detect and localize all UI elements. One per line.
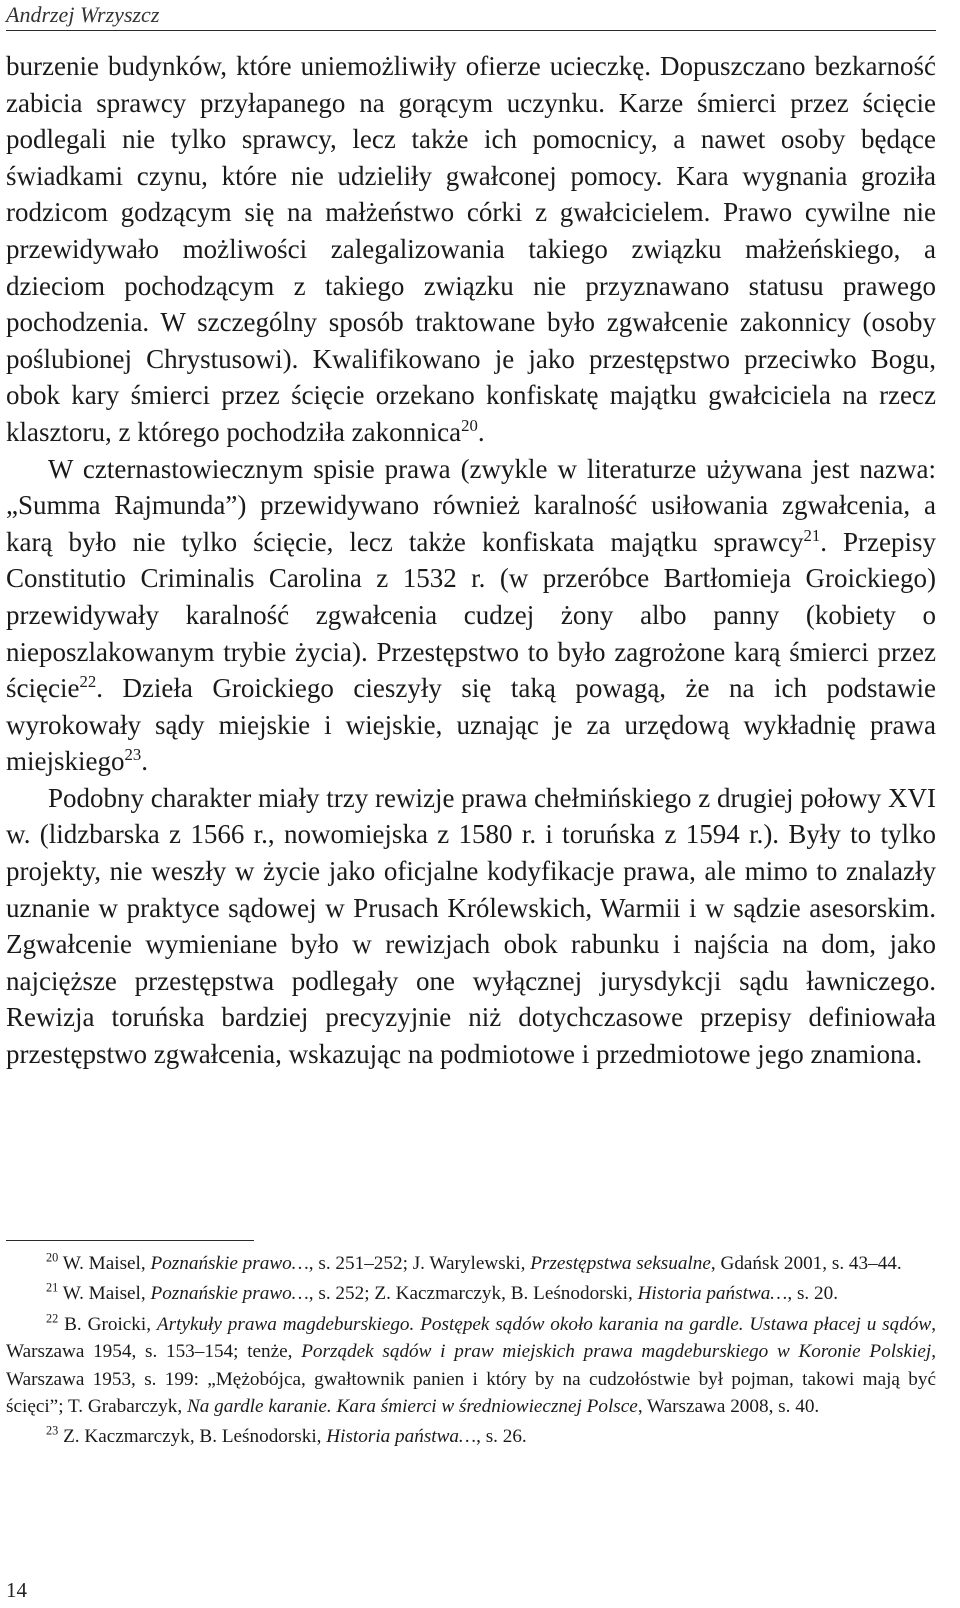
body-paragraph	[6, 780, 936, 1073]
footnote-reference: 22	[79, 672, 97, 692]
text-run: . Przepisy Constitutio Criminalis Carolina z 1532 r. (w przeróbce Bartłomieja Groickiego) przewidywały karalność zgwałcenia cudzej żony albo panny (kobiety o nieposzlakowanym trybie życia). Przestępstwo to było zagrożone karą śmierci przez ścięcie	[6, 526, 936, 704]
text-run: , s. 20.	[787, 1283, 839, 1305]
footnote-reference: 23	[124, 745, 142, 765]
footnote-reference: 21	[803, 525, 821, 545]
text-run: , Warszawa 2008, s. 40.	[637, 1396, 820, 1418]
italic-title: Na gardle karanie. Kara śmierci w średniowiecznej Polsce	[186, 1396, 638, 1418]
footnotes	[6, 1250, 936, 1454]
footnote-reference: 22	[46, 1311, 59, 1326]
text-run: Podobny charakter miały trzy rewizje prawa chełmińskiego z drugiej połowy XVI w. (lidzbarska z 1566 r., nowomiejska z 1580 r. i toruńska z 1594 r.). Były to tylko projekty, nie weszły w życie jako oficjalne kodyfikacje prawa, ale mimo to znalazły uznanie w praktyce sądowej w Prusach Królewskich, Warmii i w sądzie asesorskim. Zgwałcenie wymieniane było w rewizjach obok rabunku i najścia na dom, jako najcięższe przestępstwa podlegały one wyłącznej jurysdykcji sądu ławniczego. Rewizja toruńska bardziej precyzyjnie niż dotychczasowe przepisy definiowała przestępstwo zgwałcenia, wskazując na podmiotowe i przedmiotowe jego znamiona.	[6, 782, 936, 1070]
text-run: . Dzieła Groickiego cieszyły się taką powagą, że na ich podstawie wyrokowały sądy miejskie i wiejskie, uznając je za urzędową wykładnię prawa miejskiego	[6, 673, 936, 777]
italic-title: Przestępstwa seksualne	[530, 1253, 711, 1274]
text-run: B. Groicki,	[58, 1313, 157, 1335]
footnote-reference: 21	[46, 1281, 59, 1296]
text-run: , s. 252; Z. Kaczmarczyk, B. Leśnodorski,	[308, 1283, 638, 1305]
text-run: , s. 26.	[476, 1426, 527, 1448]
page-number: 14	[6, 1578, 27, 1602]
italic-title: Poznańskie prawo…	[150, 1283, 309, 1305]
footnote-reference: 23	[46, 1424, 59, 1439]
text-run: Z. Kaczmarczyk, B. Leśnodorski,	[58, 1426, 327, 1448]
running-header	[6, 0, 936, 31]
header-author: Andrzej Wrzyszcz	[6, 2, 160, 27]
footnote-reference: 20	[461, 415, 478, 435]
text-run: , s. 251–252; J. Warylewski,	[308, 1253, 531, 1274]
body-paragraph	[6, 451, 936, 780]
footnote	[6, 1423, 936, 1450]
text-run: , Warszawa 1953, s. 199: „Mężobójca, gwałtownik panien i który by na cudzołóstwie był pojman, takowi mają być ścięci”; T. Grabarczyk,	[6, 1341, 936, 1418]
body-paragraph	[6, 48, 936, 451]
text-run: .	[477, 416, 485, 447]
italic-title: Historia państwa…	[637, 1283, 788, 1305]
footnote-separator	[6, 1240, 254, 1241]
footnote-reference: 20	[46, 1250, 59, 1265]
footnote	[6, 1250, 936, 1277]
text-run: W czternastowiecznym spisie prawa (zwykle w literaturze używana jest nazwa: „Summa Rajmunda”) przewidywano również karalność usiłowania zgwałcenia, a karą było nie tylko ścięcie, lecz także konfiskata majątku sprawcy	[6, 453, 936, 557]
body-text	[6, 48, 936, 1073]
footnote	[6, 1311, 936, 1421]
italic-title: Poznańskie prawo…	[150, 1253, 309, 1274]
italic-title: Artykuły prawa magdeburskiego. Postępek sądów około karania na gardle. Ustawa płacej u sądów	[156, 1313, 932, 1335]
text-run: .	[141, 746, 148, 777]
text-run: , Gdańsk 2001, s. 43–44.	[710, 1253, 902, 1274]
italic-title: Porządek sądów i praw miejskich prawa magdeburskiego w Koronie Polskiej	[301, 1341, 932, 1363]
text-run: W. Maisel,	[58, 1253, 151, 1274]
footnote	[6, 1280, 936, 1307]
text-run: W. Maisel,	[58, 1283, 151, 1305]
text-run: , Warszawa 1954, s. 153–154; tenże,	[6, 1313, 937, 1363]
text-run: burzenie budynków, które uniemożliwiły ofierze ucieczkę. Dopuszczano bezkarność zabicia sprawcy przyłapanego na gorącym uczynku. Karze śmierci przez ścięcie podlegali nie tylko sprawcy, lecz także ich pomocnicy, a nawet osoby będące świadkami czynu, które nie udzieliły gwałconej pomocy. Kara wygnania groziła rodzicom godzącym się na małżeństwo córki z gwałcicielem. Prawo cywilne nie przewidywało możliwości zalegalizowania takiego związku małżeńskiego, a dzieciom pochodzącym z takiego związku nie przyznawano statusu prawego pochodzenia. W szczególny sposób traktowane było zgwałcenie zakonnicy (osoby poślubionej Chrystusowi). Kwalifikowano je jako przestępstwo przeciwko Bogu, obok kary śmierci przez ścięcie orzekano konfiskatę majątku gwałciciela na rzecz klasztoru, z którego pochodziła zakonnica	[6, 51, 936, 447]
italic-title: Historia państwa…	[326, 1426, 477, 1448]
